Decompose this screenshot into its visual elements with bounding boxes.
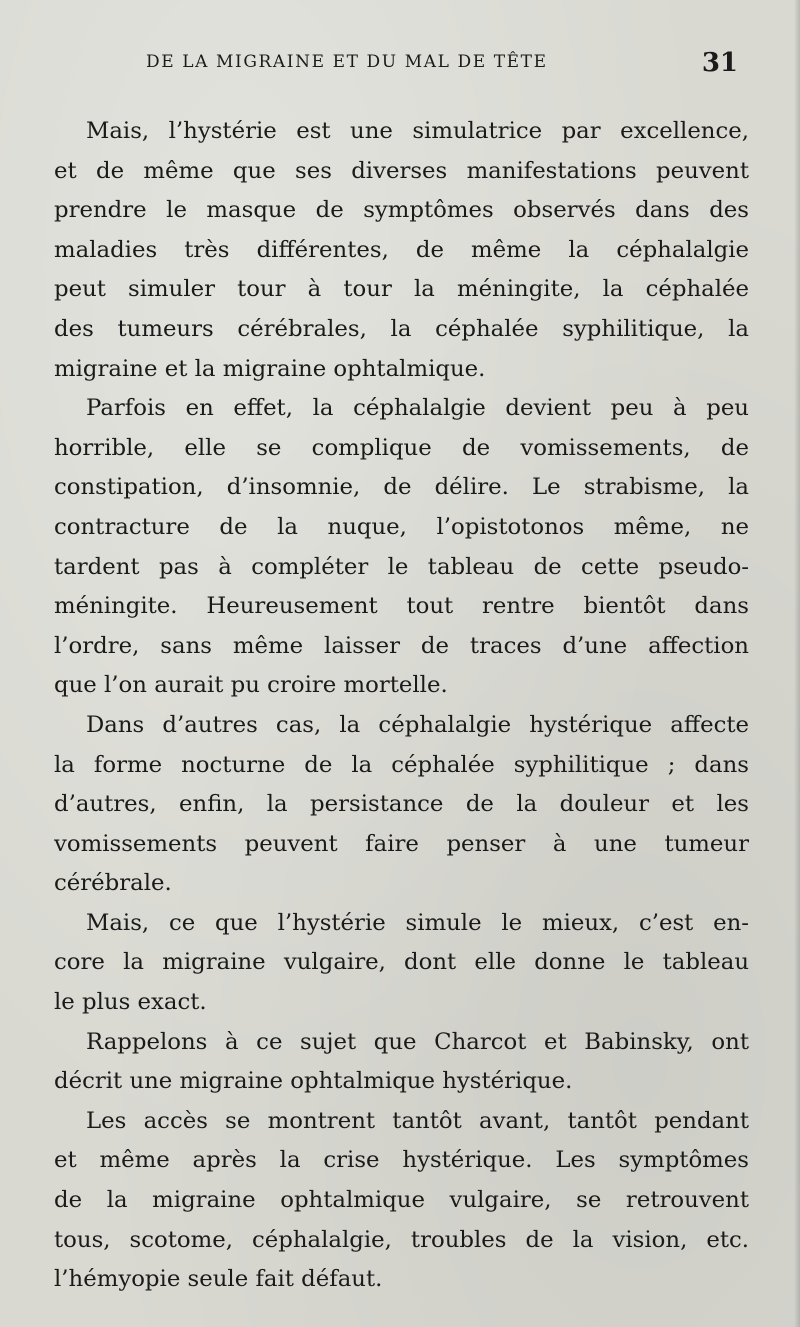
paragraph: [54, 389, 749, 706]
text-line: la forme nocturne de la céphalée syphilitique ; dans: [54, 751, 749, 778]
text-line: méningite. Heureusement tout rentre bientôt dans: [54, 593, 749, 620]
page-edge-shadow: [794, 0, 800, 1327]
text-line: Rappelons à ce sujet que Charcot et Babinsky, ont: [86, 1028, 749, 1055]
text-line: tous, scotome, céphalalgie, troubles de la vision, etc.: [54, 1226, 749, 1253]
paragraph: [54, 904, 749, 1023]
text-line: Dans d’autres cas, la céphalalgie hystérique affecte: [86, 711, 749, 738]
text-line: Les accès se montrent tantôt avant, tantôt pendant: [86, 1107, 749, 1134]
text-line: cérébrale.: [54, 870, 172, 897]
paragraph: [54, 112, 749, 389]
text-line: le plus exact.: [54, 989, 207, 1016]
text-line: décrit une migraine ophtalmique hystérique.: [54, 1068, 573, 1095]
text-line: des tumeurs cérébrales, la céphalée syphilitique, la: [54, 315, 749, 342]
paragraph: [54, 706, 749, 904]
paragraph: [54, 1102, 749, 1300]
text-line: vomissements peuvent faire penser à une tumeur: [54, 830, 749, 857]
page-number: 31: [701, 48, 738, 78]
paragraph: [54, 1023, 749, 1102]
text-line: Mais, ce que l’hystérie simule le mieux, c’est en-: [86, 909, 749, 936]
text-line: prendre le masque de symptômes observés dans des: [54, 197, 749, 224]
text-line: tardent pas à compléter le tableau de cette pseudo-: [54, 553, 749, 580]
text-line: et même après la crise hystérique. Les symptômes: [54, 1147, 749, 1174]
text-line: Parfois en effet, la céphalalgie devient peu à peu: [86, 395, 749, 422]
text-line: que l’on aurait pu croire mortelle.: [54, 672, 448, 699]
text-line: de la migraine ophtalmique vulgaire, se retrouvent: [54, 1187, 749, 1214]
text-line: constipation, d’insomnie, de délire. Le strabisme, la: [54, 474, 749, 501]
text-line: migraine et la migraine ophtalmique.: [54, 355, 486, 382]
text-line: horrible, elle se complique de vomissements, de: [54, 434, 749, 461]
text-line: core la migraine vulgaire, dont elle donne le tableau: [54, 949, 749, 976]
running-title: DE LA MIGRAINE ET DU MAL DE TÊTE: [146, 52, 548, 72]
text-line: maladies très différentes, de même la céphalalgie: [54, 236, 749, 263]
text-line: l’ordre, sans même laisser de traces d’une affection: [54, 632, 749, 659]
text-line: d’autres, enfin, la persistance de la douleur et les: [54, 791, 749, 818]
text-line: contracture de la nuque, l’opistotonos même, ne: [54, 513, 749, 540]
running-head: [54, 48, 744, 82]
text-line: Mais, l’hystérie est une simulatrice par excellence,: [86, 118, 749, 144]
text-line: et de même que ses diverses manifestations peuvent: [54, 157, 749, 184]
text-line: peut simuler tour à tour la méningite, la céphalée: [54, 276, 749, 303]
text-line: l’hémyopie seule fait défaut.: [54, 1266, 383, 1293]
body-text: [54, 112, 749, 1300]
